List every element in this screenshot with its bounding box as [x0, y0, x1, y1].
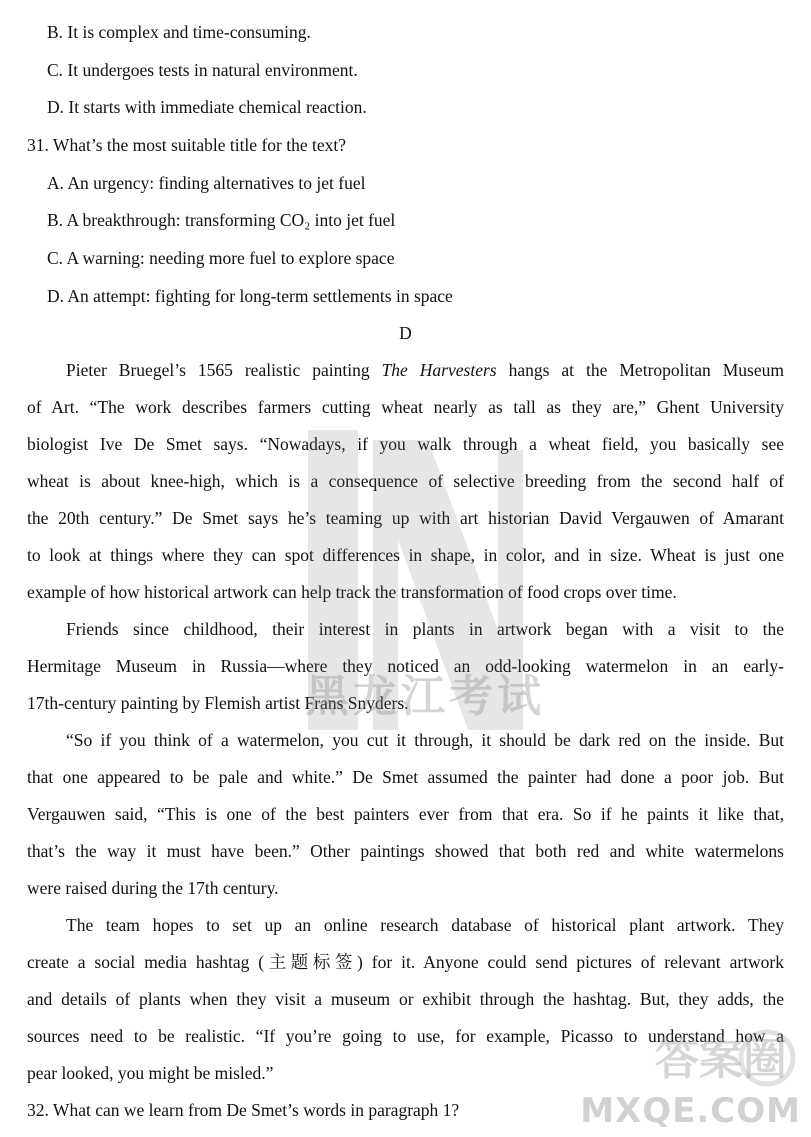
corner-watermark-cn: 答案圈	[655, 1034, 787, 1085]
q31-option-b: B. A breakthrough: transforming CO₂ into jet fuel	[47, 210, 396, 230]
passage-p4-line: The team hopes to set up an online research database of historical plant artwork. They	[66, 915, 784, 935]
q31-option-d: D. An attempt: fighting for long-term settlements in space	[47, 286, 453, 306]
passage-p1-line: biologist Ive De Smet says. “Nowadays, if you walk through a wheat field, you basically see	[27, 434, 784, 454]
q30-option-b: B. It is complex and time-consuming.	[47, 22, 311, 42]
passage-p1-line: to look at things where they can spot differences in shape, in color, and in size. Wheat is just one	[27, 545, 784, 565]
passage-p1-line: example of how historical artwork can help track the transformation of food crops over time.	[27, 582, 677, 602]
passage-p3-line: that’s the way it must have been.” Other paintings showed that both red and white watermelons	[27, 841, 784, 861]
passage-p2-line: Friends since childhood, their interest in plants in artwork began with a visit to the	[66, 619, 784, 639]
passage-p4-line: pear looked, you might be misled.”	[27, 1063, 274, 1083]
q30-option-d: D. It starts with immediate chemical reaction.	[47, 97, 367, 117]
passage-p3-line: were raised during the 17th century.	[27, 878, 279, 898]
passage-p2-line: Hermitage Museum in Russia—where they noticed an odd-looking watermelon in an early-	[27, 656, 784, 676]
passage-p4-line: sources need to be realistic. “If you’re going to use, for example, Picasso to understand how a	[27, 1026, 784, 1046]
q31-option-c: C. A warning: needing more fuel to explore space	[47, 248, 395, 268]
passage-p3-line: “So if you think of a watermelon, you cut it through, it should be dark red on the inside. But	[66, 730, 784, 750]
passage-p1-line: wheat is about knee-high, which is a consequence of selective breeding from the second half of	[27, 471, 784, 491]
passage-p2-line: 17th-century painting by Flemish artist Frans Snyders.	[27, 693, 409, 713]
painting-title: The Harvesters	[381, 360, 497, 380]
passage-p4-line: and details of plants when they visit a museum or exhibit through the hashtag. But, they adds, the	[27, 989, 784, 1009]
watermark-text: 黑龙江考试	[305, 671, 545, 722]
passage-p3-line: Vergauwen said, “This is one of the best painters ever from that era. So if he paints it like that,	[27, 804, 784, 824]
passage-p1-l1-post: hangs at the Metropolitan Museum	[496, 360, 784, 380]
passage-p3-line: that one appeared to be pale and white.” De Smet assumed the painter had done a poor job. But	[27, 767, 784, 787]
q30-option-c: C. It undergoes tests in natural environment.	[47, 60, 358, 80]
section-label: D	[399, 323, 412, 343]
corner-watermark-en: MXQE.COM	[580, 1091, 801, 1131]
passage-p1-line	[66, 356, 784, 384]
passage-p1-line: of Art. “The work describes farmers cutting wheat nearly as tall as they are,” Ghent University	[27, 397, 784, 417]
passage-p1-l1-pre: Pieter Bruegel’s 1565 realistic painting	[66, 360, 382, 380]
passage-p4-line: create a social media hashtag (主题标签) for it. Anyone could send pictures of relevant artwork	[27, 952, 784, 972]
q31-question: 31. What’s the most suitable title for the text?	[27, 135, 346, 155]
q32-question: 32. What can we learn from De Smet’s words in paragraph 1?	[27, 1100, 460, 1120]
passage-p1-line: the 20th century.” De Smet says he’s teaming up with art historian David Vergauwen of Amarant	[27, 508, 784, 528]
q31-option-a: A. An urgency: finding alternatives to jet fuel	[47, 173, 366, 193]
